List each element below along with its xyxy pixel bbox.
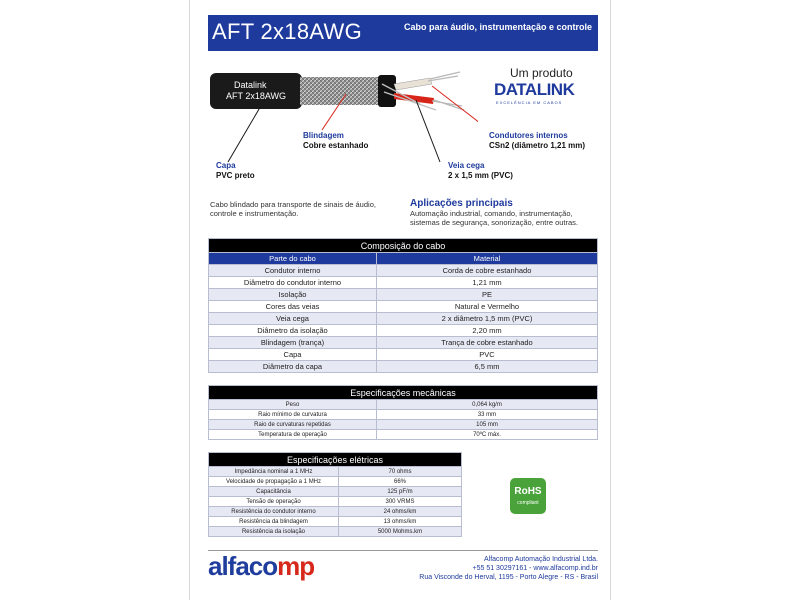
electrical-value-cell: 13 ohms/km [339,517,462,527]
label-blindagem-title: Blindagem [303,131,344,140]
label-capa-title: Capa [216,161,236,170]
label-blindagem-value: Cobre estanhado [303,141,369,150]
company-name: Alfacomp Automação Industrial Ltda. [483,556,598,563]
electrical-label-cell: Impedância nominal a 1 MHz [209,467,339,477]
label-veia-cega-value: 2 x 1,5 mm (PVC) [448,171,513,180]
label-capa [216,161,255,181]
cable-print-line2: AFT 2x18AWG [226,91,287,101]
mechanical-label-cell: Raio de curvaturas repetidas [209,420,377,430]
composition-row [209,361,598,373]
rohs-badge [510,478,546,514]
label-veia-cega [448,161,528,181]
brand-intro: Um produto [510,66,573,80]
label-blindagem [303,131,368,151]
company-contact: +55 51 30297161 - www.alfacomp.ind.br [472,565,598,572]
electrical-row [209,517,462,527]
composition-label-cell: Isolação [209,289,377,301]
composition-label-cell: Diâmetro do condutor interno [209,277,377,289]
composition-value-cell: Corda de cobre estanhado [377,265,598,277]
mechanical-value-cell: 33 mm [377,410,598,420]
mechanical-label-cell: Raio mínimo de curvatura [209,410,377,420]
composition-caption: Composição do cabo [209,239,598,253]
logo-accent: mp [277,551,315,581]
electrical-value-cell: 24 ohms/km [339,507,462,517]
electrical-row [209,527,462,537]
composition-row [209,337,598,349]
page-edge-left [189,0,190,600]
composition-row [209,325,598,337]
product-subtitle: Cabo para áudio, instrumentação e controle [403,22,592,32]
alfacomp-logo [208,551,314,582]
mechanical-value-cell: 70ºC máx. [377,430,598,440]
electrical-value-cell: 66% [339,477,462,487]
label-capa-value: PVC preto [216,171,255,180]
electrical-value-cell: 125 pF/m [339,487,462,497]
electrical-caption: Especificações elétricas [209,453,462,467]
composition-label-cell: Cores das veias [209,301,377,313]
composition-header-material: Material [377,253,598,265]
applications-text: Automação industrial, comando, instrumentação, sistemas de segurança, sonorização, entre outras. [410,209,579,227]
composition-row [209,289,598,301]
mechanical-row [209,400,598,410]
composition-header-part: Parte do cabo [209,253,377,265]
electrical-value-cell: 300 VRMS [339,497,462,507]
company-address: Rua Visconde do Herval, 1195 - Porto Alegre - RS - Brasil [419,574,598,581]
mechanical-row [209,430,598,440]
electrical-label-cell: Resistência da isolação [209,527,339,537]
label-veia-cega-title: Veia cega [448,161,485,170]
rohs-title: RoHS [514,486,542,497]
datalink-logo: DATALINK [494,80,575,99]
composition-label-cell: Capa [209,349,377,361]
electrical-value-cell: 5000 Mohms.km [339,527,462,537]
composition-label-cell: Condutor interno [209,265,377,277]
mechanical-value-cell: 105 mm [377,420,598,430]
electrical-row [209,467,462,477]
electrical-label-cell: Capacitância [209,487,339,497]
cable-print-line1: Datalink [234,80,267,90]
electrical-label-cell: Velocidade de propagação a 1 MHz [209,477,339,487]
electrical-value-cell: 70 ohms [339,467,462,477]
datalink-brand [492,66,602,122]
composition-value-cell: Trança de cobre estanhado [377,337,598,349]
wire-natural [394,78,432,90]
label-condutores [489,131,599,151]
mechanical-body [209,400,598,440]
composition-label-cell: Blindagem (trança) [209,337,377,349]
composition-row [209,277,598,289]
title-banner [208,15,598,51]
composition-table [208,238,598,373]
composition-label-cell: Diâmetro da capa [209,361,377,373]
page-edge-right [610,0,611,600]
brand-tagline: EXCELÊNCIA EM CABOS [496,100,563,105]
mechanical-caption: Especificações mecânicas [209,386,598,400]
mechanical-label-cell: Temperatura de operação [209,430,377,440]
composition-value-cell: 1,21 mm [377,277,598,289]
composition-row [209,349,598,361]
mechanical-row [209,410,598,420]
composition-row [209,301,598,313]
composition-value-cell: 2 x diâmetro 1,5 mm (PVC) [377,313,598,325]
cable-illustration [208,60,513,180]
composition-value-cell: 6,5 mm [377,361,598,373]
product-title: AFT 2x18AWG [212,19,363,44]
composition-value-cell: Natural e Vermelho [377,301,598,313]
applications-block [410,198,598,227]
electrical-row [209,487,462,497]
composition-value-cell: PE [377,289,598,301]
cable-inner-jacket [378,75,396,107]
logo-main: alfaco [208,551,278,581]
electrical-table [208,452,462,537]
composition-label-cell: Veia cega [209,313,377,325]
electrical-row [209,497,462,507]
composition-row [209,265,598,277]
composition-value-cell: 2,20 mm [377,325,598,337]
electrical-body [209,467,462,537]
mechanical-value-cell: 0,064 kg/m [377,400,598,410]
company-info [419,555,598,582]
electrical-label-cell: Resistência do condutor interno [209,507,339,517]
electrical-row [209,507,462,517]
product-description: Cabo blindado para transporte de sinais de áudio, controle e instrumentação. [210,200,376,218]
mechanical-label-cell: Peso [209,400,377,410]
label-condutores-title: Condutores internos [489,131,568,140]
cable-braid [300,77,380,105]
applications-title: Aplicações principais [410,198,513,209]
electrical-label-cell: Tensão de operação [209,497,339,507]
composition-label-cell: Diâmetro da isolação [209,325,377,337]
composition-body [209,265,598,373]
electrical-row [209,477,462,487]
rohs-subtitle: compliant [517,500,539,506]
composition-value-cell: PVC [377,349,598,361]
label-condutores-value: CSn2 (diâmetro 1,21 mm) [489,141,586,150]
composition-row [209,313,598,325]
electrical-label-cell: Resistência da blindagem [209,517,339,527]
mechanical-table [208,385,598,440]
mechanical-row [209,420,598,430]
